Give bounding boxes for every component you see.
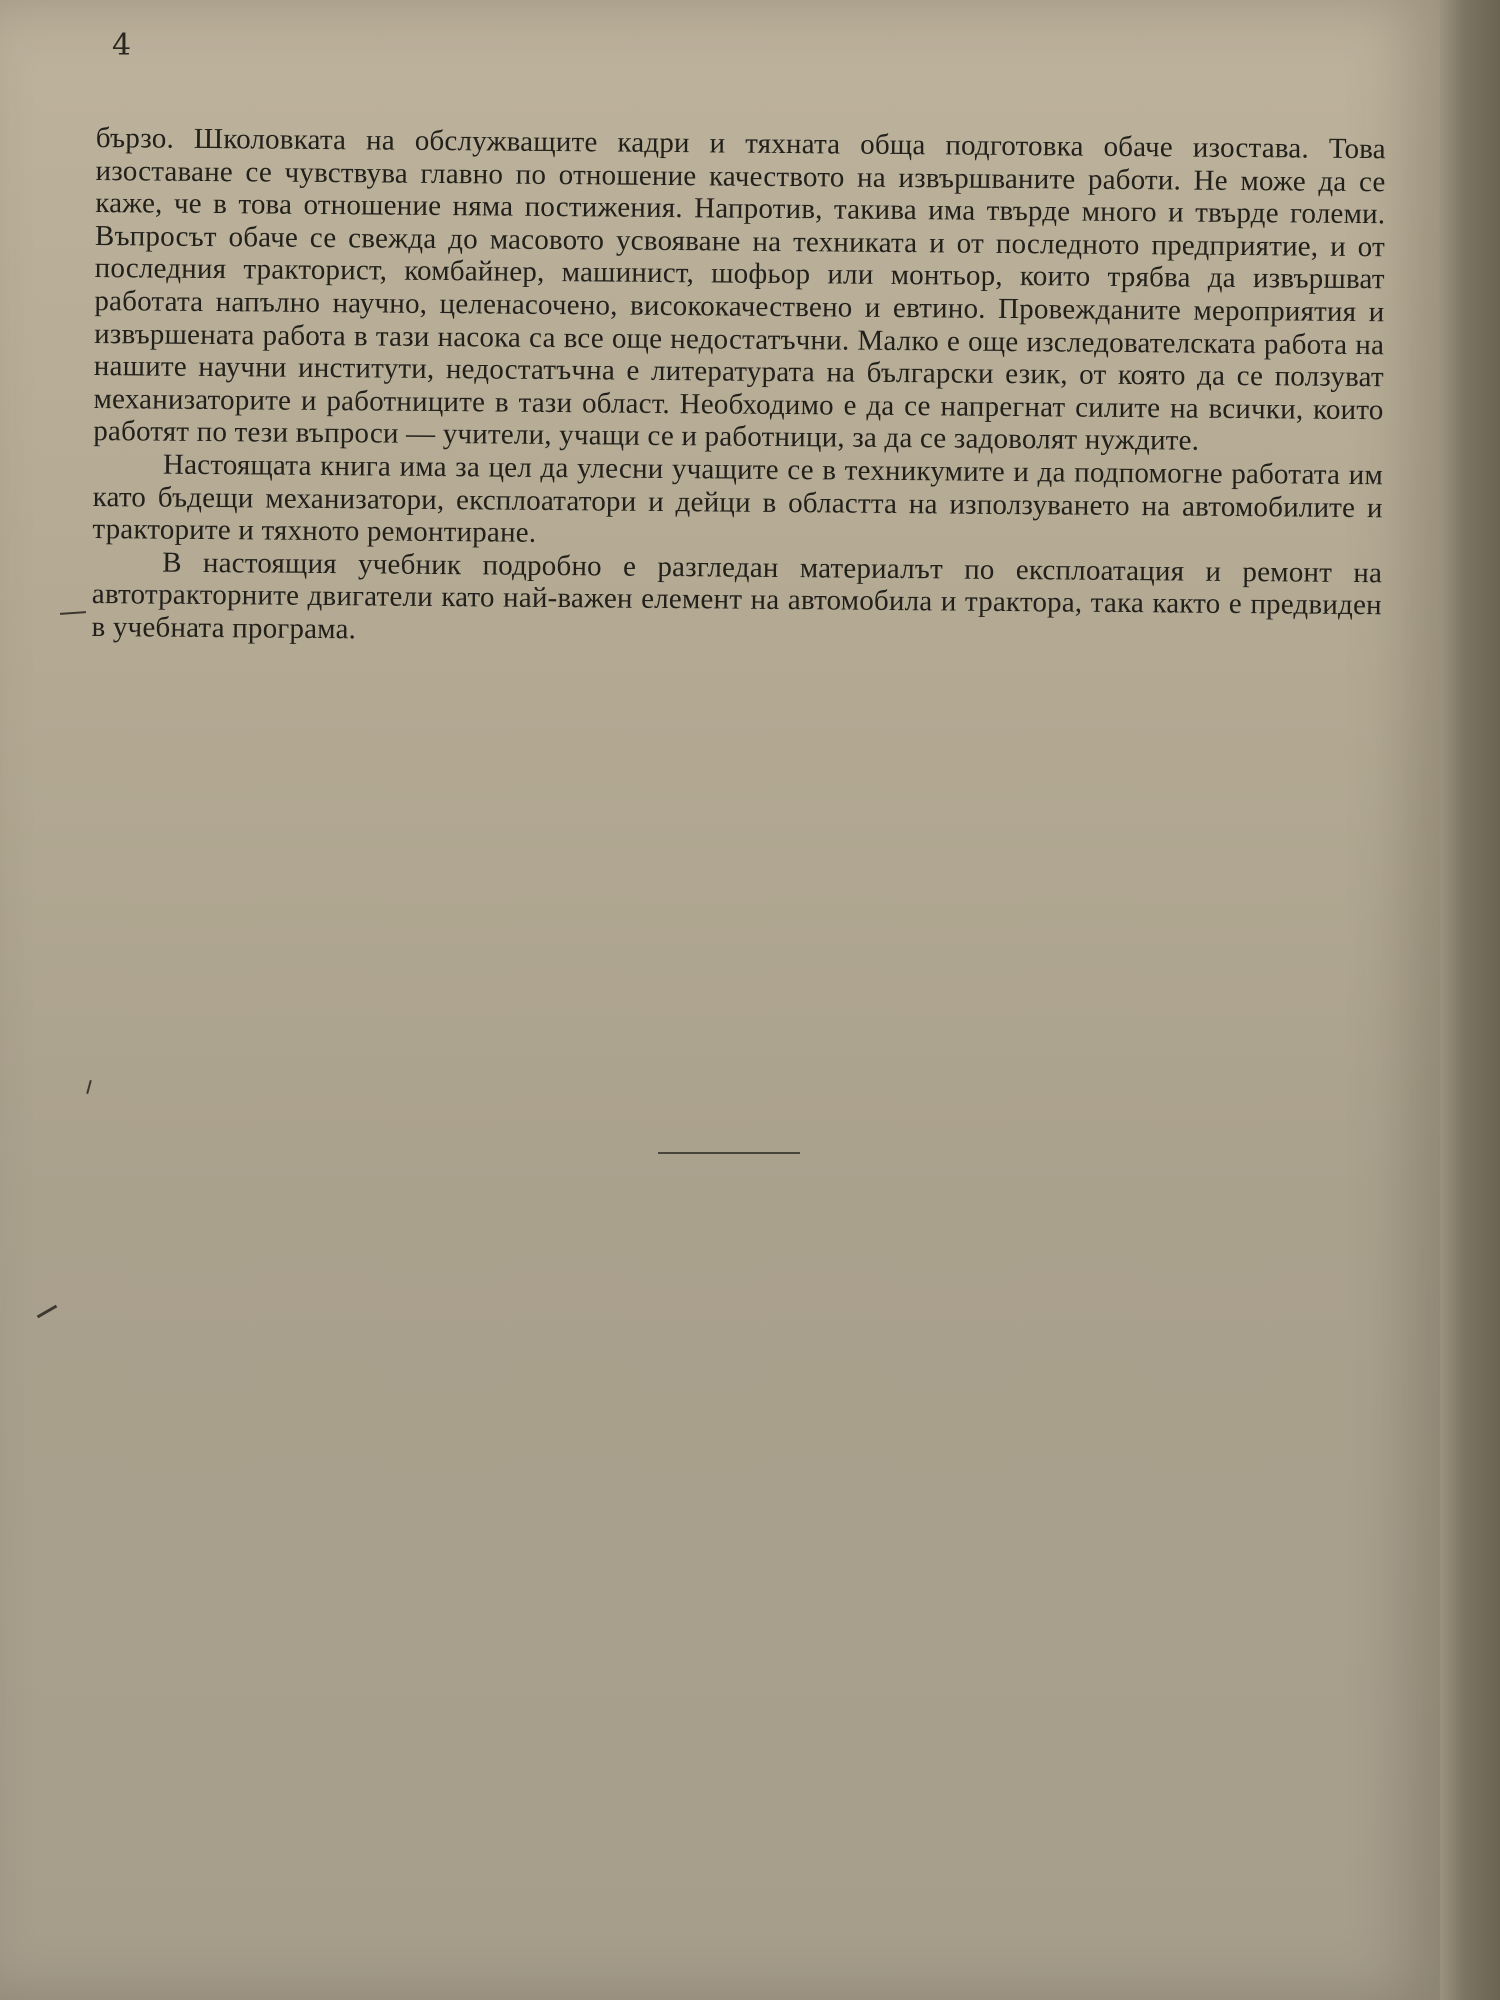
margin-mark (60, 611, 86, 615)
section-end-rule (658, 1152, 800, 1154)
page-edge-shadow (1440, 0, 1500, 2000)
margin-mark (86, 1080, 92, 1094)
page-number: 4 (112, 28, 132, 63)
body-text (91, 122, 1386, 655)
paragraph-2: Настоящата книга има за цел да улесни учащите се в техникумите и да подпомогне работата им като бъдещи механизатори, експлоататори и дейци в областта на използуването на автомобилите и тракторите и тяхното ремонтиране. (92, 448, 1384, 549)
paragraph-1: бързо. Школовката на обслужващите кадри и тяхната обща подготовка обаче изостава. Това изоставане се чувствува главно по отношение качеството на извършваните работи. Не може да се каже, че в това отношение няма постижения. Напротив, такива има твърде много и твърде големи. Въпросът обаче се свежда до масовото усвояване на техниката и от последното предприятие, и от последния тракторист, комбайнер, машинист, шофьор или монтьор, които трябва да извършват работата напълно научно, целенасочено, висококачествено и евтино. Провежданите мероприятия и извършената работа в тази насока са все още недостатъчни. Малко е още изследователската работа на нашите научни институти, недостатъчна е литературата на български език, от която да се ползуват механизаторите и работниците в тази област. Необходимо е да се напрегнат силите на всички, които работят по тези въпроси — учители, учащи се и работници, за да се задоволят нуждите. (93, 122, 1386, 457)
margin-mark (37, 1305, 58, 1319)
paragraph-3: В настоящия учебник подробно е разгледан материалът по експлоатация и ремонт на автотракторните двигатели като най-важен елемент на автомобила и трактора, така както е предвиден в учебната програма. (91, 546, 1383, 646)
